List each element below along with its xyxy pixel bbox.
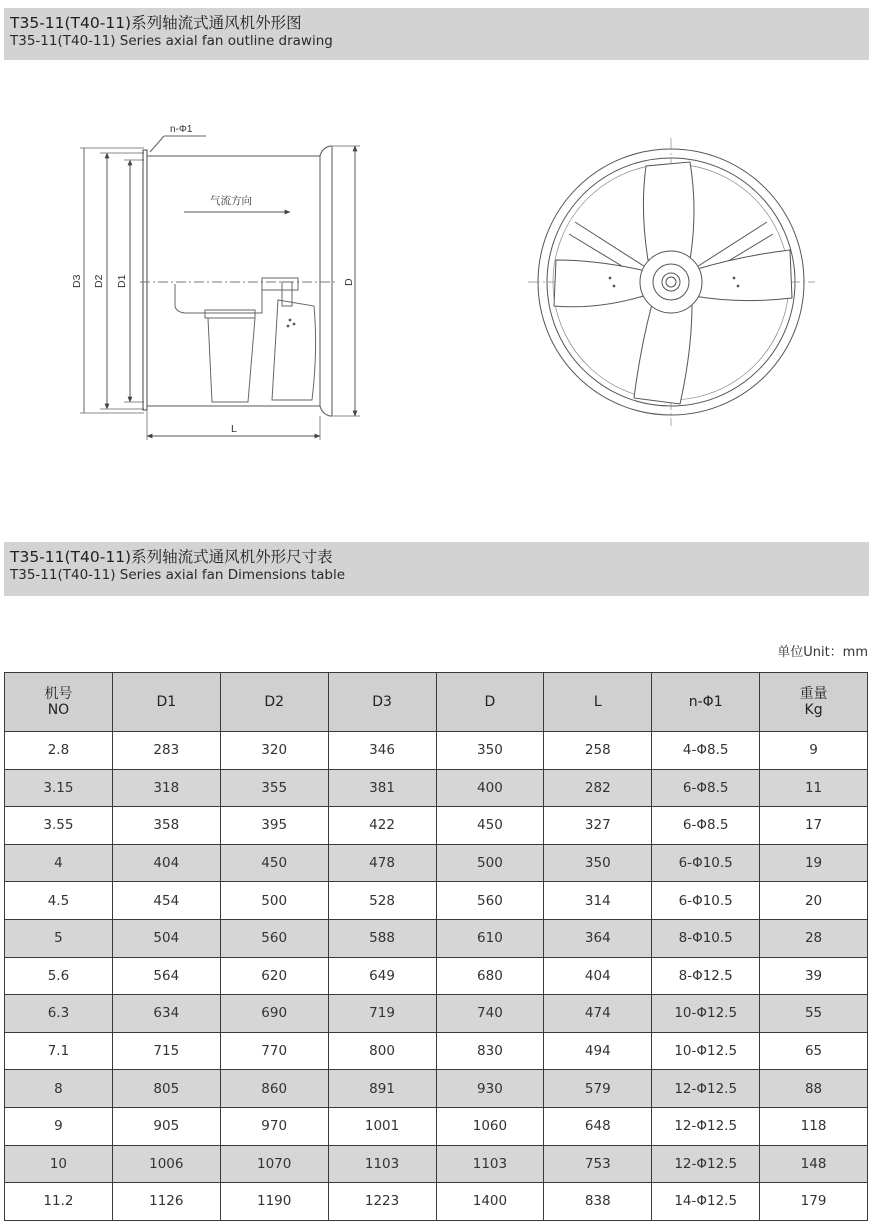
cell-d: 500: [436, 844, 544, 882]
cell-holes: 6-Φ8.5: [652, 807, 760, 845]
cell-d: 1103: [436, 1145, 544, 1183]
cell-d3: 346: [328, 732, 436, 770]
cell-holes: 8-Φ12.5: [652, 957, 760, 995]
cell-l: 404: [544, 957, 652, 995]
col-header-l: L: [544, 673, 652, 732]
cell-d1: 1126: [112, 1183, 220, 1221]
section-title-en: T35-11(T40-11) Series axial fan Dimensions table: [10, 567, 346, 583]
section-title-zh: T35-11(T40-11)系列轴流式通风机外形尺寸表: [10, 548, 333, 566]
cell-weight: 55: [760, 995, 868, 1033]
cell-weight: 28: [760, 919, 868, 957]
cell-d2: 770: [220, 1032, 328, 1070]
cell-weight: 39: [760, 957, 868, 995]
col-header-d2: D2: [220, 673, 328, 732]
cell-holes: 10-Φ12.5: [652, 1032, 760, 1070]
cell-l: 474: [544, 995, 652, 1033]
dim-label-d: D: [343, 278, 355, 286]
cell-no: 5.6: [5, 957, 113, 995]
cell-d3: 891: [328, 1070, 436, 1108]
cell-d3: 478: [328, 844, 436, 882]
cell-holes: 6-Φ10.5: [652, 844, 760, 882]
col-header-holes: n-Φ1: [652, 673, 760, 732]
cell-l: 258: [544, 732, 652, 770]
table-row: [5, 995, 868, 1033]
cell-d1: 283: [112, 732, 220, 770]
cell-d3: 1103: [328, 1145, 436, 1183]
cell-d2: 860: [220, 1070, 328, 1108]
dim-label-d2: D2: [93, 274, 105, 288]
cell-d3: 422: [328, 807, 436, 845]
cell-d1: 404: [112, 844, 220, 882]
cell-holes: 6-Φ10.5: [652, 882, 760, 920]
unit-label: 单位Unit：mm: [777, 645, 868, 660]
cell-d: 450: [436, 807, 544, 845]
cell-d2: 620: [220, 957, 328, 995]
section-header-outline: [4, 8, 869, 60]
cell-no: 3.15: [5, 769, 113, 807]
cell-d3: 381: [328, 769, 436, 807]
table-row: [5, 769, 868, 807]
cell-d2: 450: [220, 844, 328, 882]
cell-d2: 320: [220, 732, 328, 770]
section-header-dimensions: [4, 542, 869, 596]
col-header-d1: D1: [112, 673, 220, 732]
table-header-row: [5, 673, 868, 732]
cell-d2: 355: [220, 769, 328, 807]
cell-d3: 588: [328, 919, 436, 957]
cell-holes: 6-Φ8.5: [652, 769, 760, 807]
table-row: [5, 732, 868, 770]
cell-d2: 1070: [220, 1145, 328, 1183]
cell-d: 930: [436, 1070, 544, 1108]
cell-d: 610: [436, 919, 544, 957]
cell-no: 11.2: [5, 1183, 113, 1221]
fan-outline-drawing: [0, 110, 870, 450]
table-row: [5, 882, 868, 920]
col-header-weight: 重量 Kg: [760, 673, 868, 732]
cell-d1: 715: [112, 1032, 220, 1070]
cell-d: 400: [436, 769, 544, 807]
table-row: [5, 844, 868, 882]
cell-d1: 318: [112, 769, 220, 807]
col-header-d: D: [436, 673, 544, 732]
cell-l: 648: [544, 1107, 652, 1145]
cell-no: 8: [5, 1070, 113, 1108]
cell-d3: 1223: [328, 1183, 436, 1221]
cell-l: 327: [544, 807, 652, 845]
cell-d3: 528: [328, 882, 436, 920]
table-row: [5, 1070, 868, 1108]
cell-weight: 65: [760, 1032, 868, 1070]
cell-d1: 358: [112, 807, 220, 845]
cell-l: 579: [544, 1070, 652, 1108]
cell-weight: 20: [760, 882, 868, 920]
cell-d2: 970: [220, 1107, 328, 1145]
cell-weight: 88: [760, 1070, 868, 1108]
cell-weight: 19: [760, 844, 868, 882]
cell-weight: 9: [760, 732, 868, 770]
table-body: [5, 732, 868, 1221]
cell-d: 1400: [436, 1183, 544, 1221]
cell-l: 838: [544, 1183, 652, 1221]
cell-d1: 905: [112, 1107, 220, 1145]
cell-weight: 118: [760, 1107, 868, 1145]
cell-no: 5: [5, 919, 113, 957]
cell-d2: 690: [220, 995, 328, 1033]
dim-label-l: L: [231, 423, 237, 435]
cell-d1: 805: [112, 1070, 220, 1108]
cell-d: 350: [436, 732, 544, 770]
section-title-en: T35-11(T40-11) Series axial fan outline drawing: [10, 33, 333, 49]
cell-l: 364: [544, 919, 652, 957]
cell-no: 3.55: [5, 807, 113, 845]
table-row: [5, 807, 868, 845]
cell-d2: 560: [220, 919, 328, 957]
cell-d1: 504: [112, 919, 220, 957]
cell-weight: 148: [760, 1145, 868, 1183]
cell-holes: 4-Φ8.5: [652, 732, 760, 770]
cell-d1: 634: [112, 995, 220, 1033]
cell-l: 314: [544, 882, 652, 920]
cell-no: 2.8: [5, 732, 113, 770]
cell-holes: 10-Φ12.5: [652, 995, 760, 1033]
cell-d3: 800: [328, 1032, 436, 1070]
cell-d: 740: [436, 995, 544, 1033]
airflow-label: 气流方向: [210, 195, 252, 207]
cell-d: 560: [436, 882, 544, 920]
dim-label-d1: D1: [116, 274, 128, 288]
cell-no: 7.1: [5, 1032, 113, 1070]
cell-holes: 14-Φ12.5: [652, 1183, 760, 1221]
cell-weight: 11: [760, 769, 868, 807]
cell-l: 350: [544, 844, 652, 882]
col-header-no: 机号 NO: [5, 673, 113, 732]
cell-weight: 17: [760, 807, 868, 845]
cell-d1: 564: [112, 957, 220, 995]
cell-d2: 500: [220, 882, 328, 920]
hole-label: n-Φ1: [170, 124, 193, 135]
cell-d1: 1006: [112, 1145, 220, 1183]
cell-d: 680: [436, 957, 544, 995]
cell-l: 753: [544, 1145, 652, 1183]
cell-no: 4: [5, 844, 113, 882]
cell-weight: 179: [760, 1183, 868, 1221]
cell-d3: 1001: [328, 1107, 436, 1145]
cell-holes: 12-Φ12.5: [652, 1145, 760, 1183]
cell-no: 10: [5, 1145, 113, 1183]
cell-d3: 719: [328, 995, 436, 1033]
front-view: [528, 138, 815, 426]
cell-d3: 649: [328, 957, 436, 995]
cell-holes: 8-Φ10.5: [652, 919, 760, 957]
cell-no: 9: [5, 1107, 113, 1145]
cell-d1: 454: [112, 882, 220, 920]
cell-holes: 12-Φ12.5: [652, 1070, 760, 1108]
table-row: [5, 919, 868, 957]
dimensions-table: [4, 672, 868, 1221]
col-header-d3: D3: [328, 673, 436, 732]
table-row: [5, 1107, 868, 1145]
cell-no: 6.3: [5, 995, 113, 1033]
section-title-zh: T35-11(T40-11)系列轴流式通风机外形图: [10, 14, 302, 32]
table-row: [5, 1032, 868, 1070]
cell-d: 1060: [436, 1107, 544, 1145]
table-row: [5, 1183, 868, 1221]
cell-d2: 1190: [220, 1183, 328, 1221]
table-row: [5, 957, 868, 995]
table-row: [5, 1145, 868, 1183]
cell-d2: 395: [220, 807, 328, 845]
cell-no: 4.5: [5, 882, 113, 920]
cell-d: 830: [436, 1032, 544, 1070]
cell-l: 494: [544, 1032, 652, 1070]
dim-label-d3: D3: [71, 274, 83, 288]
cell-holes: 12-Φ12.5: [652, 1107, 760, 1145]
cell-l: 282: [544, 769, 652, 807]
